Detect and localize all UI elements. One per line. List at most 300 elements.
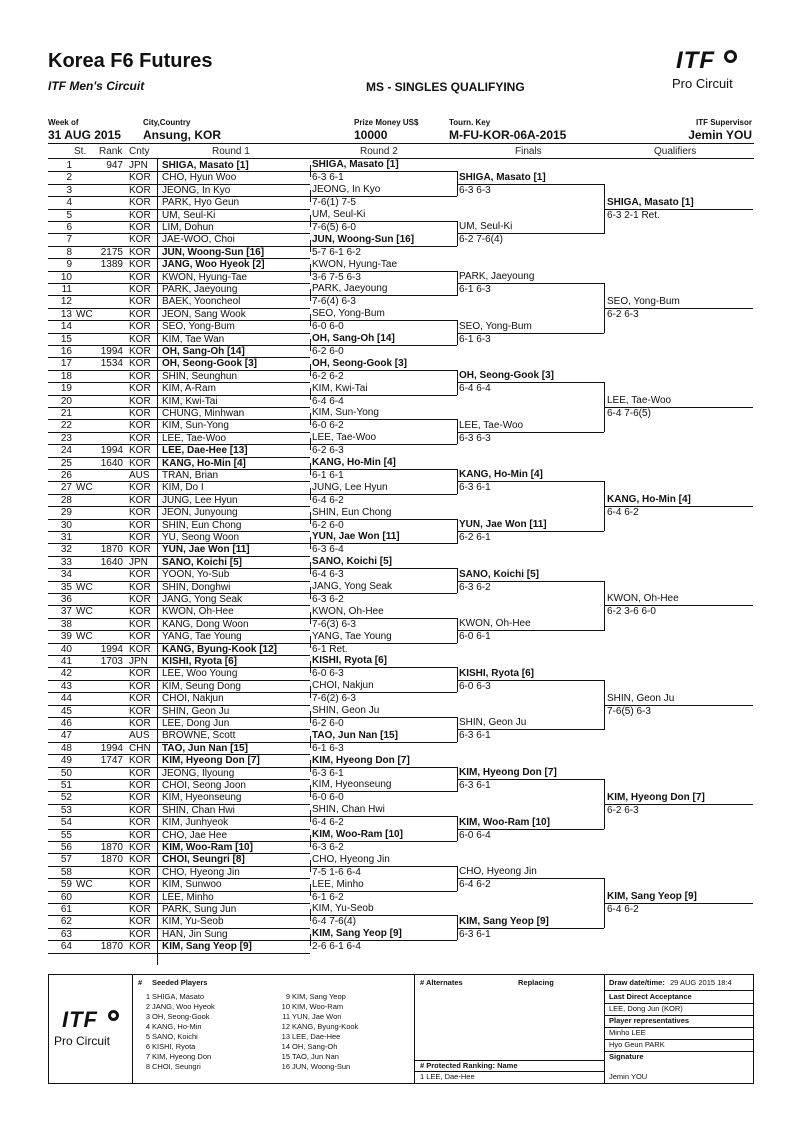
status-entry	[76, 247, 96, 259]
finals-score: 6-3 6-1	[459, 730, 491, 741]
round1-player[interactable]: LEE, Dong Jun	[162, 718, 230, 729]
supervisor-label: ITF Supervisor	[695, 118, 752, 127]
country-code: KOR	[129, 197, 151, 209]
round2-score: 7-6(2) 6-3	[312, 693, 356, 704]
rank-value	[96, 706, 123, 718]
round1-player[interactable]: SEO, Yong-Bum	[162, 321, 235, 333]
round2-winner[interactable]: KISHI, Ryota [6]	[312, 655, 388, 666]
round2-winner[interactable]: SANO, Koichi [5]	[312, 556, 393, 567]
round2-winner[interactable]: TAO, Jun Nan [15]	[312, 730, 398, 741]
round2-score: 6-3 6-4	[312, 544, 344, 555]
finals-winner[interactable]: KIM, Hyeong Don [7]	[459, 767, 557, 778]
country-code: KOR	[129, 222, 151, 233]
seed-name: OH, Sang-Oh	[292, 1042, 338, 1051]
finals-winner[interactable]: LEE, Tae-Woo	[459, 420, 524, 431]
footer-bottom-rule	[48, 1083, 754, 1084]
country-code: KOR	[129, 234, 151, 246]
round2-score: 6-3 6-1	[312, 172, 344, 183]
qualifier-name[interactable]: SHIN, Geon Ju	[607, 693, 675, 704]
round2-winner[interactable]: LEE, Minho	[312, 879, 364, 890]
round1-player[interactable]: JUNG, Lee Hyun	[162, 494, 238, 506]
header-rule	[48, 143, 754, 144]
draw-position: 12	[60, 296, 72, 308]
country-code: KOR	[129, 916, 151, 928]
round2-winner[interactable]: UM, Seul-Ki	[312, 209, 366, 220]
country-code: KOR	[129, 792, 151, 804]
status-entry	[76, 396, 96, 408]
footer-logo-bottom-text: Pro Circuit	[54, 1034, 111, 1048]
country-code: KOR	[129, 631, 151, 643]
logo-top-text: ITF	[676, 47, 715, 74]
draw-position: 23	[60, 432, 72, 444]
round2-score: 6-1 Ret.	[312, 644, 348, 655]
qualifier-name[interactable]: KIM, Hyeong Don [7]	[607, 792, 705, 803]
country-code: KOR	[129, 767, 151, 779]
round2-winner[interactable]: KWON, Hyung-Tae	[312, 259, 398, 270]
status-entry	[76, 929, 96, 941]
status-entry	[76, 445, 96, 457]
country-code: KOR	[129, 718, 151, 729]
draw-position: 56	[60, 842, 72, 853]
round1-player[interactable]: KIM, Kwi-Tai	[162, 395, 218, 407]
round1-player[interactable]: SHIN, Chan Hwi	[162, 804, 235, 816]
draw-position: 47	[60, 730, 72, 742]
status-entry	[76, 185, 96, 197]
round1-player[interactable]: LEE, Woo Young	[162, 668, 238, 680]
country-code: KOR	[129, 321, 151, 333]
round1-connector	[310, 636, 311, 648]
lda-label: Last Direct Acceptance	[609, 992, 692, 1001]
draw-position: 54	[60, 817, 72, 829]
round1-connector	[310, 264, 311, 276]
finals-winner[interactable]: KIM, Sang Yeop [9]	[459, 916, 549, 927]
seed-name: KISHI, Ryota	[152, 1042, 196, 1051]
round1-player[interactable]: YUN, Jae Won [11]	[162, 544, 250, 556]
round2-winner[interactable]: PARK, Jaeyoung	[312, 283, 388, 294]
finals-score: 6-2 7-6(4)	[459, 234, 503, 245]
round1-player[interactable]: LEE, Tae-Woo	[162, 432, 227, 444]
seed-number: 1	[145, 992, 150, 1001]
country-code: KOR	[129, 842, 151, 853]
round2-winner[interactable]: CHO, Hyeong Jin	[312, 854, 390, 865]
round1-player[interactable]: YANG, Tae Young	[162, 631, 242, 643]
qualifier-score: 6-2 3-6 6-0	[607, 606, 656, 617]
round1-player[interactable]: JEONG, Ilyoung	[162, 767, 235, 779]
round1-player[interactable]: CHOI, Seong Joon	[162, 780, 246, 791]
round2-winner[interactable]: JUNG, Lee Hyun	[312, 482, 388, 493]
round1-player[interactable]: KISHI, Ryota [6]	[162, 656, 238, 667]
status-entry	[76, 743, 96, 755]
round1-player[interactable]: PARK, Hyo Geun	[162, 197, 240, 209]
round1-player[interactable]: KIM, Do I	[162, 482, 204, 494]
round1-player[interactable]: LIM, Dohun	[162, 222, 214, 233]
round2-winner[interactable]: CHOI, Nakjun	[312, 680, 374, 691]
week-label: Week of	[48, 118, 79, 127]
round1-player[interactable]: KANG, Dong Woon	[162, 618, 249, 630]
round2-score: 7-6(3) 6-3	[312, 619, 356, 630]
draw-position: 33	[60, 556, 72, 568]
rank-value	[96, 272, 123, 284]
rank-value	[96, 916, 123, 928]
rank-value: 1870	[100, 544, 123, 556]
round2-winner[interactable]: YANG, Tae Young	[312, 631, 392, 642]
seed-name: KANG, Byung-Kook	[292, 1022, 359, 1031]
finals-winner[interactable]: CHO, Hyeong Jin	[459, 866, 537, 877]
finals-winner[interactable]: KANG, Ho-Min [4]	[459, 469, 543, 480]
round1-player[interactable]: OH, Seong-Gook [3]	[162, 358, 257, 370]
country-code: KOR	[129, 755, 151, 767]
finals-winner[interactable]: PARK, Jaeyoung	[459, 271, 535, 282]
round1-player[interactable]: UM, Seul-Ki	[162, 209, 216, 221]
rank-value: 2175	[100, 246, 123, 258]
status-entry: WC	[76, 879, 93, 891]
country-code: KOR	[129, 606, 151, 618]
round2-winner[interactable]: KIM, Sang Yeop [9]	[312, 928, 402, 939]
round1-player[interactable]: KIM, Seung Dong	[162, 680, 241, 692]
city-label: City,Country	[143, 118, 191, 127]
draw-position: 22	[60, 420, 72, 432]
lda-value: LEE, Dong Jun (KOR)	[609, 1004, 683, 1013]
status-entry	[76, 681, 96, 693]
status-entry	[76, 358, 96, 370]
round2-score: 6-2 6-0	[312, 520, 344, 531]
rank-value: 1994	[100, 643, 123, 655]
rank-value	[96, 482, 123, 494]
round2-score: 6-3 6-2	[312, 842, 344, 853]
round1-player[interactable]: KIM, Yu-Seob	[162, 916, 224, 928]
round2-score: 6-2 6-2	[312, 371, 344, 382]
round2-score: 6-4 6-2	[312, 817, 344, 828]
round1-player[interactable]: PARK, Jaeyoung	[162, 284, 238, 295]
draw-position: 61	[60, 904, 72, 915]
status-entry	[76, 619, 96, 631]
round2-winner[interactable]: OH, Sang-Oh [14]	[312, 333, 395, 344]
seed-name: KIM, Sang Yeop	[292, 992, 346, 1001]
status-entry	[76, 693, 96, 705]
draw-position: 16	[60, 346, 72, 357]
rank-value	[96, 321, 123, 333]
finals-score: 6-3 6-3	[459, 185, 491, 196]
seed-number: 7	[145, 1052, 150, 1061]
round1-player[interactable]: KIM, Junhyeok	[162, 817, 229, 829]
round2-winner[interactable]: JANG, Yong Seak	[312, 581, 393, 592]
round1-player[interactable]: SHIN, Geon Ju	[162, 705, 230, 717]
round2-winner[interactable]: JEONG, In Kyo	[312, 184, 381, 195]
status-entry	[76, 644, 96, 656]
country-code: KOR	[129, 569, 151, 581]
round1-player[interactable]: JUN, Woong-Sun [16]	[162, 246, 265, 258]
round1-player[interactable]: KANG, Byung-Kook [12]	[162, 643, 277, 655]
round1-player[interactable]: PARK, Sung Jun	[162, 904, 237, 915]
round1-player[interactable]: KIM, Hyeonseung	[162, 792, 242, 804]
draw-position: 25	[60, 457, 72, 469]
country-code: KOR	[129, 383, 151, 395]
tourn-key-value: M-FU-KOR-06A-2015	[449, 128, 567, 142]
round1-connector	[310, 388, 311, 400]
rank-value	[96, 172, 123, 184]
seeded-title: Seeded Players	[152, 978, 208, 987]
round1-player[interactable]: KIM, Hyeong Don [7]	[162, 755, 260, 767]
status-entry	[76, 768, 96, 780]
seed-name: SANO, Koichi	[152, 1032, 198, 1041]
rank-value	[96, 805, 123, 817]
qualifier-score: 6-4 6-2	[607, 904, 639, 915]
drawdate-value: 29 AUG 2015 18:4	[670, 978, 732, 987]
round2-winner[interactable]: SHIN, Geon Ju	[312, 705, 380, 716]
round1-player[interactable]: SHIN, Eun Chong	[162, 519, 242, 531]
round1-player[interactable]: TRAN, Brian	[162, 470, 219, 481]
qualifier-name[interactable]: KWON, Oh-Hee	[607, 593, 679, 604]
country-code: KOR	[129, 854, 151, 866]
draw-position: 38	[60, 618, 72, 630]
finals-score: 6-1 6-3	[459, 334, 491, 345]
seed-number: 3	[145, 1012, 150, 1021]
draw-position: 21	[60, 408, 72, 419]
round2-winner[interactable]: KIM, Hyeong Don [7]	[312, 755, 410, 766]
round2-winner[interactable]: OH, Seong-Gook [3]	[312, 358, 407, 369]
finals-score: 6-3 6-1	[459, 482, 491, 493]
round1-player[interactable]: YU, Seong Woon	[162, 532, 240, 543]
draw-position: 17	[60, 358, 72, 370]
round1-player[interactable]: CHO, Hyeong Jin	[162, 866, 240, 878]
draw-position: 62	[60, 916, 72, 928]
draw-position: 26	[60, 470, 72, 481]
round2-winner[interactable]: SHIN, Eun Chong	[312, 507, 392, 518]
round2-winner[interactable]: KIM, Yu-Seob	[312, 903, 374, 914]
seed-name: KIM, Hyeong Don	[152, 1052, 212, 1061]
rank-value	[96, 817, 123, 829]
round1-connector	[310, 512, 311, 524]
country-code: KOR	[129, 494, 151, 506]
round1-player[interactable]: KIM, Sunwoo	[162, 879, 222, 891]
status-entry: WC	[76, 308, 93, 320]
round1-player[interactable]: KIM, Tae Wan	[162, 333, 225, 345]
finals-winner[interactable]: OH, Seong-Gook [3]	[459, 370, 554, 381]
status-entry	[76, 557, 96, 569]
status-entry	[76, 916, 96, 928]
round1-player[interactable]: JEON, Sang Wook	[162, 308, 246, 320]
round1-player[interactable]: JEONG, In Kyo	[162, 184, 231, 196]
round1-player[interactable]: HAN, Jin Sung	[162, 928, 228, 940]
qualifier-name[interactable]: KANG, Ho-Min [4]	[607, 494, 691, 505]
draw-position: 27	[60, 482, 72, 494]
status-entry	[76, 730, 96, 742]
finals-score: 6-4 6-4	[459, 383, 491, 394]
country-code: KOR	[129, 780, 151, 791]
finals-winner[interactable]: KWON, Oh-Hee	[459, 618, 531, 629]
country-code: KOR	[129, 209, 151, 221]
round1-player[interactable]: CHOI, Nakjun	[162, 693, 224, 705]
seed-number: 6	[145, 1042, 150, 1051]
round1-player[interactable]: LEE, Minho	[162, 891, 214, 903]
round1-player[interactable]: KANG, Ho-Min [4]	[162, 457, 246, 469]
finals-winner[interactable]: KIM, Woo-Ram [10]	[459, 817, 550, 828]
rank-value	[96, 433, 123, 445]
finals-winner[interactable]: YUN, Jae Won [11]	[459, 519, 547, 530]
country-code: KOR	[129, 172, 151, 184]
round2-winner[interactable]: KWON, Oh-Hee	[312, 606, 384, 617]
status-entry	[76, 321, 96, 333]
status-entry	[76, 867, 96, 879]
round1-player[interactable]: SHIGA, Masato [1]	[162, 160, 249, 171]
footer-itf-logo	[52, 1008, 128, 1058]
status-entry: WC	[76, 631, 93, 643]
draw-position: 14	[60, 321, 72, 333]
draw-position: 10	[60, 271, 72, 283]
status-entry	[76, 234, 96, 246]
round1-player[interactable]: KIM, Sun-Yong	[162, 420, 229, 432]
rank-value	[96, 606, 123, 618]
seed-name: YUN, Jae Won	[292, 1012, 342, 1021]
country-code: KOR	[129, 544, 151, 556]
draw-position: 57	[60, 854, 72, 866]
round1-player[interactable]: TAO, Jun Nan [15]	[162, 742, 248, 754]
rank-value: 1870	[100, 854, 123, 866]
round1-player[interactable]: KWON, Oh-Hee	[162, 606, 234, 618]
finals-score: 6-4 6-2	[459, 879, 491, 890]
round1-player[interactable]: JANG, Woo Hyeok [2]	[162, 259, 265, 271]
draw-position: 13	[60, 308, 72, 320]
qualifier-name[interactable]: KIM, Sang Yeop [9]	[607, 891, 697, 902]
country-code: KOR	[129, 395, 151, 407]
round2-score: 6-4 7-6(4)	[312, 916, 356, 927]
round1-player[interactable]: KIM, A-Ram	[162, 383, 216, 395]
rank-value: 1994	[100, 742, 123, 754]
round1-player[interactable]: CHOI, Seungri [8]	[162, 854, 245, 866]
draw-position: 4	[66, 197, 72, 209]
country-code: KOR	[129, 680, 151, 692]
round1-player[interactable]: SHIN, Seunghun	[162, 370, 238, 382]
draw-position: 49	[60, 755, 72, 767]
status-entry	[76, 817, 96, 829]
qualifier-name[interactable]: SEO, Yong-Bum	[607, 296, 680, 307]
seed-number: 15	[281, 1052, 290, 1061]
qualifier-score: 7-6(5) 6-3	[607, 706, 651, 717]
round1-player[interactable]: YOON, Yo-Sub	[162, 569, 230, 581]
country-code: KOR	[129, 705, 151, 717]
finals-winner[interactable]: KISHI, Ryota [6]	[459, 668, 535, 679]
draw-position: 20	[60, 395, 72, 407]
draw-position: 60	[60, 891, 72, 903]
round2-winner[interactable]: LEE, Tae-Woo	[312, 432, 377, 443]
finals-connector	[604, 581, 605, 631]
round1-player[interactable]: BROWNE, Scott	[162, 730, 236, 742]
round2-score: 6-2 6-3	[312, 445, 344, 456]
round2-winner[interactable]: KIM, Woo-Ram [10]	[312, 829, 403, 840]
round2-winner[interactable]: SHIN, Chan Hwi	[312, 804, 385, 815]
round2-score: 6-4 6-4	[312, 396, 344, 407]
rank-value: 1747	[100, 755, 123, 767]
round1-player[interactable]: KIM, Sang Yeop [9]	[162, 941, 252, 953]
seed-name: KANG, Ho-Min	[152, 1022, 202, 1031]
status-entry	[76, 706, 96, 718]
status-entry	[76, 210, 96, 222]
finals-winner[interactable]: UM, Seul-Ki	[459, 221, 513, 232]
round1-player[interactable]: BAEK, Yooncheol	[162, 296, 241, 308]
round1-player[interactable]: OH, Sang-Oh [14]	[162, 346, 245, 357]
round2-winner[interactable]: KANG, Ho-Min [4]	[312, 457, 396, 468]
round1-player[interactable]: LEE, Dae-Hee [13]	[162, 445, 248, 457]
country-code: KOR	[129, 693, 151, 705]
status-entry	[76, 420, 96, 432]
finals-score: 6-3 6-2	[459, 582, 491, 593]
draw-position: 29	[60, 507, 72, 519]
finals-score: 6-0 6-4	[459, 830, 491, 841]
round2-winner[interactable]: SEO, Yong-Bum	[312, 308, 385, 319]
draw-position: 6	[66, 222, 72, 233]
tournament-title: Korea F6 Futures	[48, 50, 213, 72]
draw-position: 15	[60, 333, 72, 345]
round1-player[interactable]: CHUNG, Minhwan	[162, 408, 245, 419]
round2-winner[interactable]: JUN, Woong-Sun [16]	[312, 234, 415, 245]
round1-player[interactable]: JAE-WOO, Choi	[162, 234, 235, 246]
round1-player[interactable]: CHO, Jae Hee	[162, 829, 228, 841]
round1-player[interactable]: CHO, Hyun Woo	[162, 172, 237, 184]
seed-number: 2	[145, 1002, 150, 1011]
round1-player[interactable]: KWON, Hyung-Tae	[162, 271, 248, 283]
qualifier-name[interactable]: SHIGA, Masato [1]	[607, 197, 694, 208]
status-entry	[76, 830, 96, 842]
round2-winner[interactable]: SHIGA, Masato [1]	[312, 159, 399, 170]
draw-position: 30	[60, 519, 72, 531]
round2-score: 6-0 6-3	[312, 668, 344, 679]
round2-winner[interactable]: KIM, Hyeonseung	[312, 779, 392, 790]
rank-value	[96, 520, 123, 532]
rank-value	[96, 929, 123, 941]
draw-position: 50	[60, 767, 72, 779]
draw-position: 11	[61, 284, 72, 295]
seed-number: 12	[281, 1022, 290, 1031]
rank-value	[96, 730, 123, 742]
round2-winner[interactable]: KIM, Sun-Yong	[312, 407, 379, 418]
finals-winner[interactable]: SHIGA, Masato [1]	[459, 172, 546, 183]
country-code: KOR	[129, 346, 151, 357]
rank-value: 1703	[100, 656, 123, 667]
status-entry: WC	[76, 606, 93, 618]
round1-player[interactable]: SANO, Koichi [5]	[162, 556, 243, 568]
country-code: KOR	[129, 879, 151, 891]
rank-value	[96, 383, 123, 395]
protected-title: # Protected Ranking: Name	[420, 1061, 518, 1070]
round1-player[interactable]: SHIN, Donghwi	[162, 581, 231, 593]
round1-player[interactable]: KIM, Woo-Ram [10]	[162, 842, 253, 853]
rank-value	[96, 371, 123, 383]
draw-position: 1	[66, 160, 72, 171]
round2-winner[interactable]: YUN, Jae Won [11]	[312, 531, 400, 542]
finals-score: 6-0 6-3	[459, 681, 491, 692]
rank-value: 1389	[100, 259, 123, 271]
draw-position: 9	[66, 259, 72, 271]
rank-value	[96, 396, 123, 408]
finals-winner[interactable]: SHIN, Geon Ju	[459, 717, 527, 728]
rank-value	[96, 210, 123, 222]
round1-player[interactable]: JANG, Yong Seak	[162, 594, 243, 605]
finals-winner[interactable]: SEO, Yong-Bum	[459, 321, 532, 332]
rank-value	[96, 582, 123, 594]
draw-position: 36	[60, 594, 72, 605]
round2-score: 5-7 6-1 6-2	[312, 247, 361, 258]
round2-winner[interactable]: KIM, Kwi-Tai	[312, 383, 368, 394]
rep2-value: Hyo Geun PARK	[609, 1040, 665, 1049]
round2-score: 6-4 6-3	[312, 569, 344, 580]
round1-player[interactable]: JEON, Junyoung	[162, 507, 238, 519]
finals-winner[interactable]: SANO, Koichi [5]	[459, 569, 540, 580]
rank-value	[96, 234, 123, 246]
qualifier-name[interactable]: LEE, Tae-Woo	[607, 395, 672, 406]
country-code: KOR	[129, 618, 151, 630]
country-code: KOR	[129, 928, 151, 940]
cnty-divider	[157, 158, 158, 965]
